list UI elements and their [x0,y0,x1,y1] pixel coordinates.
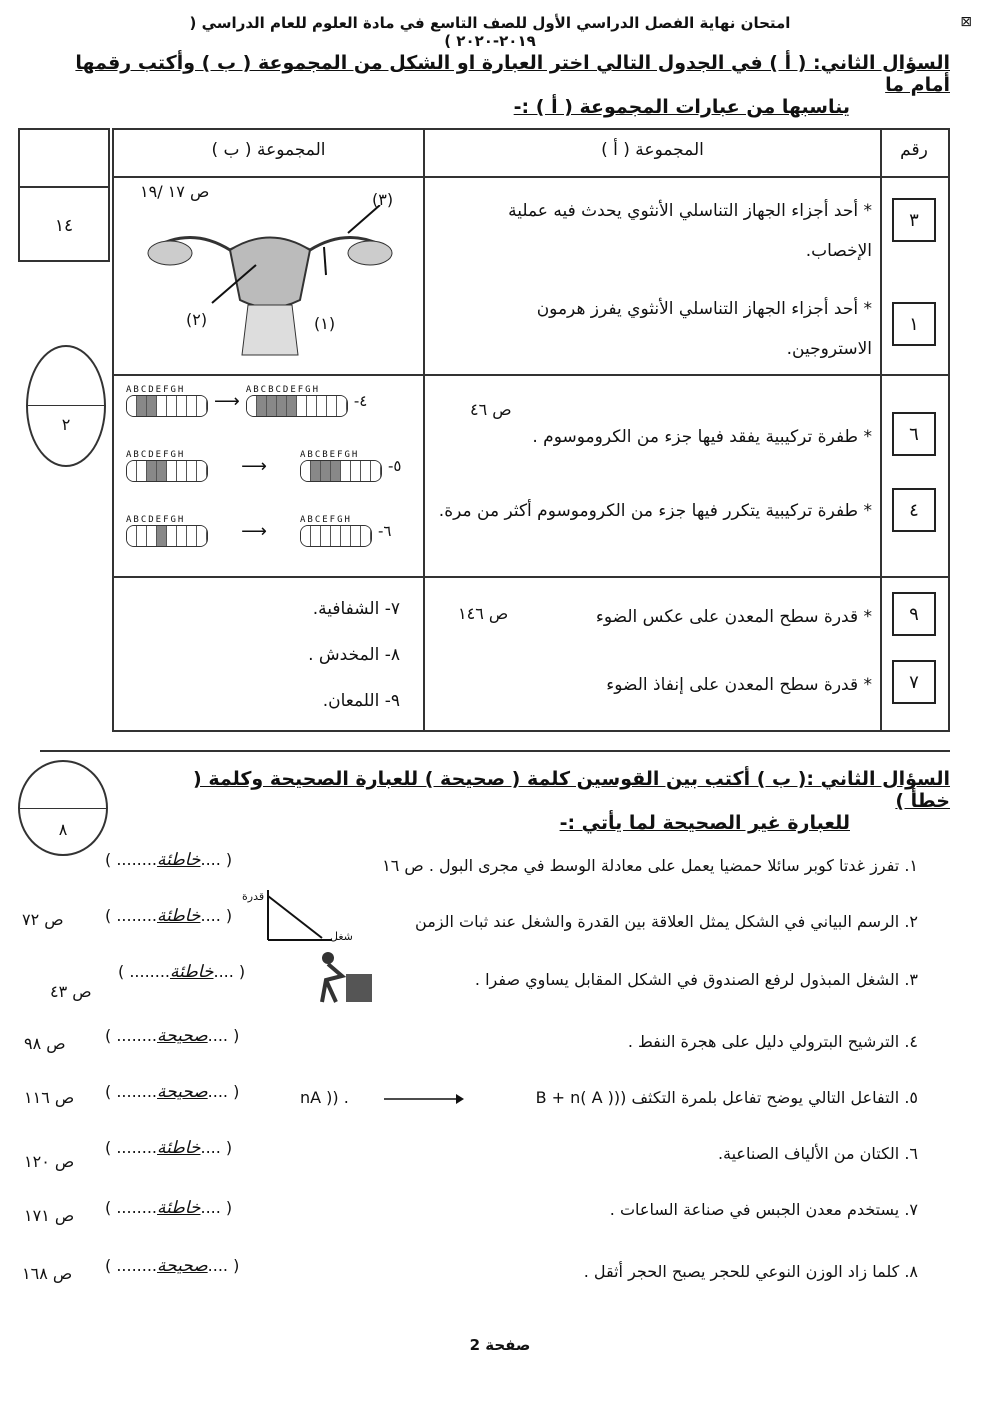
chrom6-before-letters: ABCDEFGH [126,515,186,525]
question-a-title-line2: يناسبها من عبارات المجموعة ( أ ) :- [513,96,850,118]
row2-page-note: ص ٤٦ [470,400,512,419]
question-b-title-line1: السؤال الثاني :( ب ) أكتب بين القوسين كلمة ( صحيحة ) للعبارة الصحيحة وكلمة ( خطأ ) [193,768,950,812]
row3-item2: * قدرة سطح المعدن على إنفاذ الضوء [606,675,872,695]
chromosome-mutation-6 [126,515,391,547]
score-total: ١٤ [54,216,74,236]
row1-item1-line2: الإخصاب. [805,241,872,261]
staple-mark: ⊠ [960,14,972,30]
answer-4: ( ........صحيحة.... ) [105,1026,240,1046]
option-9: ٩- اللمعان. [322,691,400,711]
row2-item1: * طفرة تركيبية يفقد فيها جزء من الكروموسوم . [532,427,872,447]
chrom5-before-letters: ABCDEFGH [126,450,186,460]
answer-5: ( ........صحيحة.... ) [105,1082,240,1102]
page-ref-7: ص ١٧١ [24,1206,75,1225]
answer-3-word: خاطئة [170,962,214,982]
row1-page-note: ص ١٧ /١٩ [140,182,210,201]
chromosome-mutation-4 [126,385,367,417]
col-header-group-a: المجموعة ( أ ) [601,140,704,160]
option-7: ٧- الشفافية. [312,599,400,619]
answer-8: ( ........صحيحة.... ) [105,1256,240,1276]
col-header-group-b: المجموعة ( ب ) [211,140,326,160]
page-ref-6: ص ١٢٠ [24,1152,75,1171]
score-oval-a-value: ٢ [61,415,71,434]
exam-header: امتحان نهاية الفصل الدراسي الأول للصف التاسع في مادة العلوم للعام الدراسي ( ٢٠١٩-٢٠٢٠ ) [189,14,791,50]
chrom-label-5: -٥ [388,457,402,475]
page-ref-5: ص ١١٦ [24,1088,75,1107]
score-oval-a [26,345,106,467]
chrom4-after-letters: ABCBCDEFGH [245,385,320,395]
chrom6-after-letters: ABCEFGH [300,515,352,525]
score-box [18,128,110,262]
fig-label-2: (٢) [186,310,208,329]
answer-5-word: صحيحة [157,1082,208,1102]
answer-7: ( ........خاطئة.... ) [105,1198,233,1218]
answer-2-word: خاطئة [157,906,201,926]
row3-page-note: ص ١٤٦ [458,604,509,623]
statement-6: ٦. الكتان من الألياف الصناعية. [717,1144,918,1163]
chrom5-after-letters: ABCBEFGH [300,450,360,460]
reaction-product: nA )) . [300,1088,349,1107]
statement-7: ٧. يستخدم معدن الجبس في صناعة الساعات . [609,1200,918,1219]
row1-item2-line2: الاستروجين. [786,339,872,359]
col-header-number: رقم [900,140,928,160]
person-lifting-box-figure [312,950,382,1008]
graph-label-work: شغل [330,930,353,943]
option-8: ٨- المخدش . [308,645,400,665]
page-ref-8: ص ١٦٨ [22,1264,73,1283]
female-reproductive-system-figure [130,205,410,365]
statement-5: ٥. التفاعل التالي يوضح تفاعل بلمرة التكثف ((B + n( A ) [535,1088,918,1107]
statement-2: ٢. الرسم البياني في الشكل يمثل العلاقة بين القدرة والشغل عند ثبات الزمن [415,912,918,931]
statement-1: ١. تفرز غدتا كوبر سائلا حمضيا يعمل على معادلة الوسط في مجرى البول . ص ١٦ [382,856,918,875]
row3-item1: * قدرة سطح المعدن على عكس الضوء [595,607,872,627]
row2-item2: * طفرة تركيبية يتكرر فيها جزء من الكروموسوم أكثر من مرة. [438,501,872,521]
question-a-title-line1: السؤال الثاني: ( أ ) في الجدول التالي اختر العبارة او الشكل من المجموعة ( ب ) وأكتب رقمها أمام ما [75,52,950,96]
answer-1-word: خاطئة [157,850,201,870]
answer-6-word: خاطئة [157,1138,201,1158]
reaction-arrow-icon [384,1092,464,1106]
chromosome-mutation-5 [126,450,401,482]
answer-box-3: ٦ [892,412,936,456]
answer-box-4: ٤ [892,488,936,532]
statement-3: ٣. الشغل المبذول لرفع الصندوق في الشكل المقابل يساوي صفرا . [474,970,918,989]
answer-3: ( ........خاطئة.... ) [118,962,246,982]
page-ref-2: ص ٧٢ [22,910,64,929]
answer-box-2: ١ [892,302,936,346]
chrom-label-6: -٦ [378,522,392,540]
statement-8: ٨. كلما زاد الوزن النوعي للحجر يصبح الحجر أثقل . [583,1262,918,1281]
answer-4-word: صحيحة [157,1026,208,1046]
question-b-title-line2: للعبارة غير الصحيحة لما يأتي :- [559,812,850,834]
answer-7-word: خاطئة [157,1198,201,1218]
statement-4: ٤. الترشيح البترولي دليل على هجرة النفط . [627,1032,918,1051]
fig-label-3: (٣) [372,190,394,209]
arrow-icon: ⟶ [241,520,267,542]
chrom4-before-letters: ABCDEFGH [126,385,186,395]
section-divider [40,750,950,752]
score-oval-b [18,760,108,856]
answer-box-6: ٧ [892,660,936,704]
chrom-label-4: -٤ [353,392,368,410]
answer-6: ( ........خاطئة.... ) [105,1138,233,1158]
fig-label-1: (١) [314,314,336,333]
power-work-graph [262,888,334,944]
page-ref-4: ص ٩٨ [24,1034,66,1053]
answer-8-word: صحيحة [157,1256,208,1276]
row1-item2-line1: * أحد أجزاء الجهاز التناسلي الأنثوي يفرز هرمون [536,299,872,319]
page-footer: صفحة 2 [469,1336,531,1354]
arrow-icon: ⟶ [241,455,267,477]
answer-box-5: ٩ [892,592,936,636]
answer-box-1: ٣ [892,198,936,242]
answer-1: ( ........خاطئة.... ) [105,850,233,870]
page-ref-3: ص ٤٣ [50,982,92,1001]
graph-label-power: قدرة [242,890,265,903]
score-oval-b-value: ٨ [58,820,68,839]
arrow-icon: ⟶ [214,390,240,412]
row1-item1-line1: * أحد أجزاء الجهاز التناسلي الأنثوي يحدث فيه عملية [508,201,872,221]
answer-2: ( ........خاطئة.... ) [105,906,233,926]
